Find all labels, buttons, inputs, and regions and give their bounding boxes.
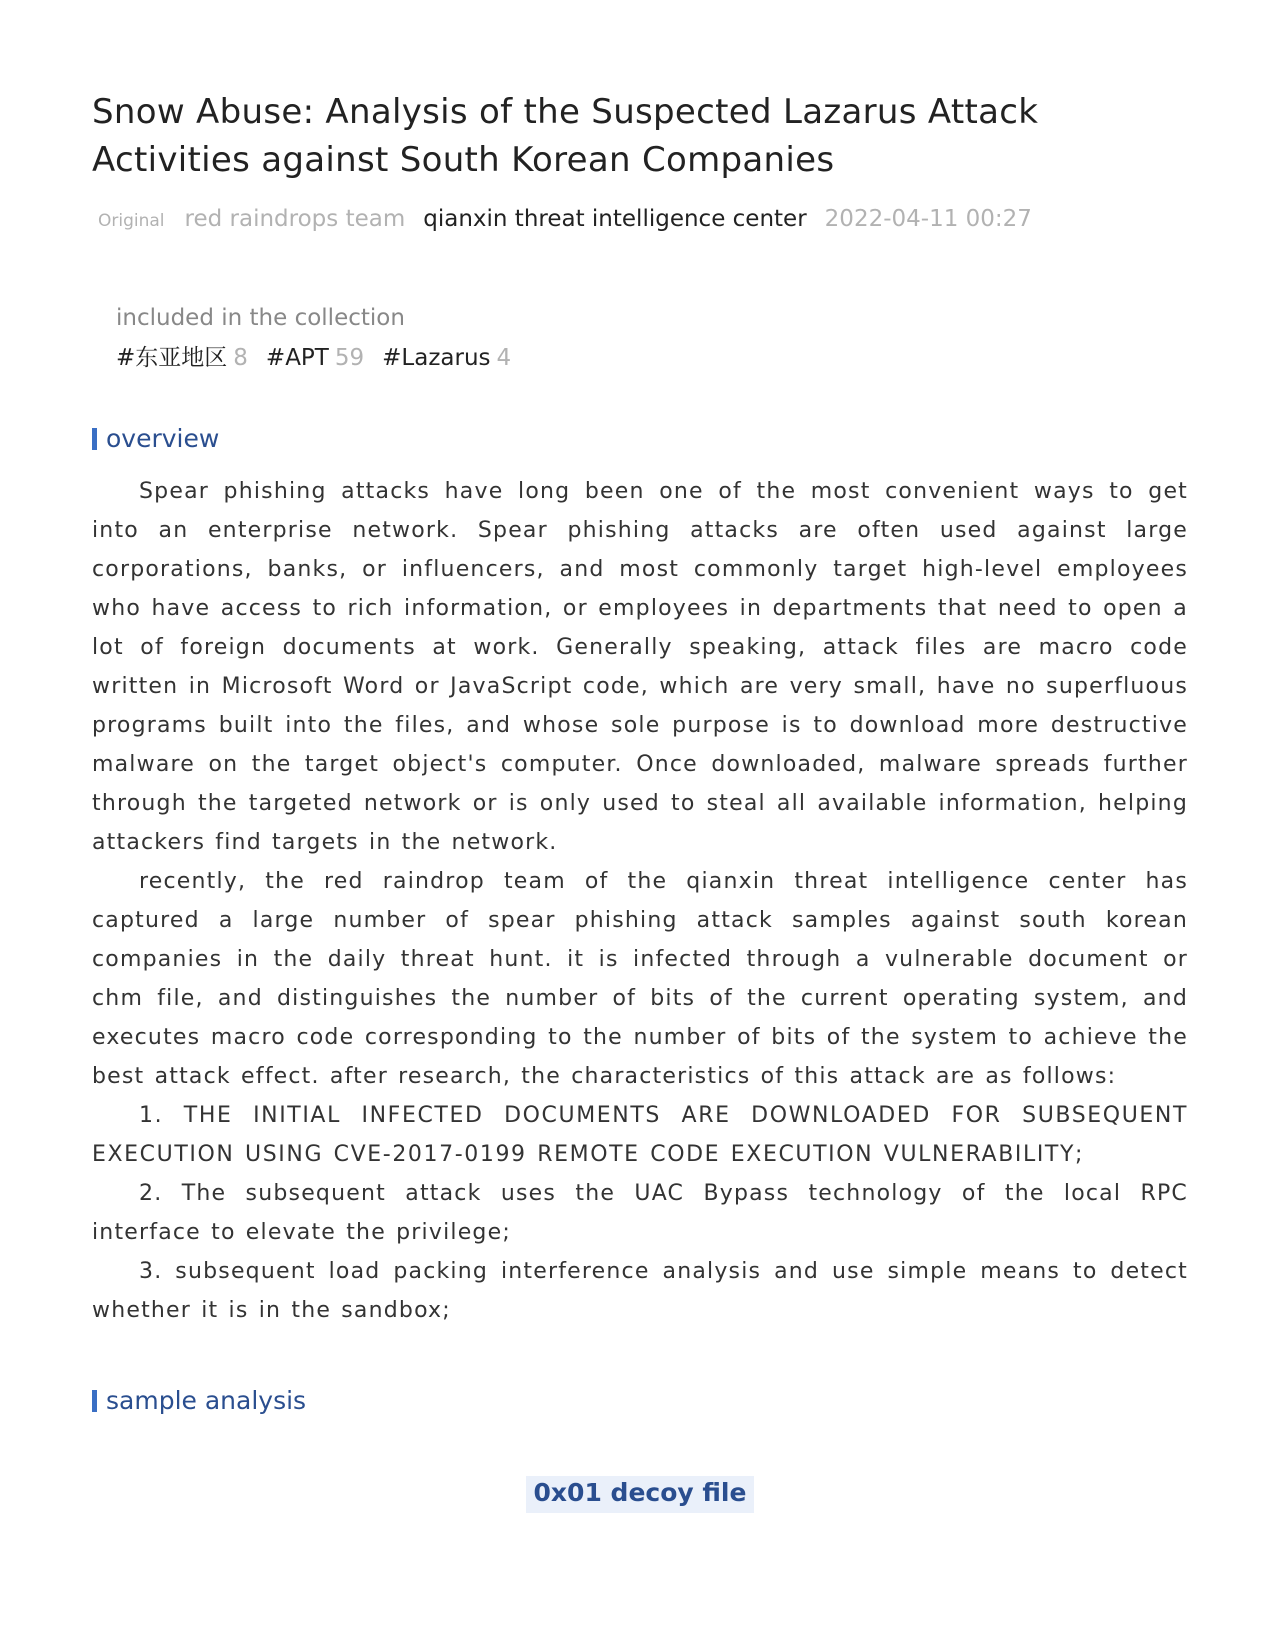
list-item: 2. The subsequent attack uses the UAC Bypass technology of the local RPC interface to elevate the privilege;	[92, 1181, 1188, 1245]
collection-tag-east-asia[interactable]	[116, 342, 248, 374]
tag-name: #APT	[265, 345, 329, 371]
collection-label: included in the collection	[116, 305, 405, 331]
section-heading-sample-analysis	[92, 1384, 1188, 1418]
paragraph: recently, the red raindrop team of the qianxin threat intelligence center has captured a large number of spear phishing attack samples against south korean companies in the daily threat hunt. it is infected through a vulnerable document or chm file, and distinguishes the number of bits of the current operating system, and executes macro code corresponding to the number of bits of the system to achieve the best attack effect. after research, the characteristics of this attack are as follows:	[92, 869, 1188, 1089]
tag-name: #东亚地区	[116, 345, 228, 371]
tag-count: 59	[334, 345, 365, 371]
collection-box	[116, 302, 1188, 374]
list-item: 3. subsequent load packing interference analysis and use simple means to detect whether it is in the sandbox;	[92, 1259, 1188, 1323]
subheading-wrap	[92, 1476, 1188, 1513]
author-name: red raindrops team	[184, 206, 406, 232]
publish-date: 2022-04-11 00:27	[824, 206, 1032, 232]
overview-body	[92, 472, 1188, 1330]
account-name-link[interactable]: qianxin threat intelligence center	[423, 206, 807, 232]
article-meta	[92, 206, 1188, 238]
paragraph: Spear phishing attacks have long been one of the most convenient ways to get into an enterprise network. Spear phishing attacks are often used against large corporations, banks, or influencers, and most commonly target high-level employees who have access to rich information, or employees in departments that need to open a lot of foreign documents at work. Generally speaking, attack files are macro code written in Microsoft Word or JavaScript code, which are very small, have no superfluous programs built into the files, and whose sole purpose is to download more destructive malware on the target object's computer. Once downloaded, malware spreads further through the targeted network or is only used to steal all available information, helping attackers find targets in the network.	[92, 479, 1188, 855]
section-marker-bar	[92, 1390, 97, 1412]
original-label: Original	[98, 211, 165, 231]
collection-tags	[116, 342, 1188, 374]
section-heading-overview	[92, 422, 1188, 456]
tag-count: 4	[496, 345, 512, 371]
subheading-decoy-file: 0x01 decoy file	[526, 1476, 755, 1513]
list-item: 1. THE INITIAL INFECTED DOCUMENTS ARE DOWNLOADED FOR SUBSEQUENT EXECUTION USING CVE-2017-0199 REMOTE CODE EXECUTION VULNERABILITY;	[92, 1103, 1188, 1167]
section-heading-text: sample analysis	[106, 1386, 307, 1415]
section-marker-bar	[92, 428, 97, 450]
section-heading-text: overview	[106, 424, 220, 453]
tag-name: #Lazarus	[382, 345, 491, 371]
article-title: Snow Abuse: Analysis of the Suspected Lazarus Attack Activities against South Korean Companies	[92, 92, 1039, 180]
collection-tag-apt[interactable]	[266, 342, 364, 374]
tag-count: 8	[233, 345, 248, 371]
collection-tag-lazarus[interactable]	[382, 342, 511, 374]
article	[92, 88, 1188, 1513]
